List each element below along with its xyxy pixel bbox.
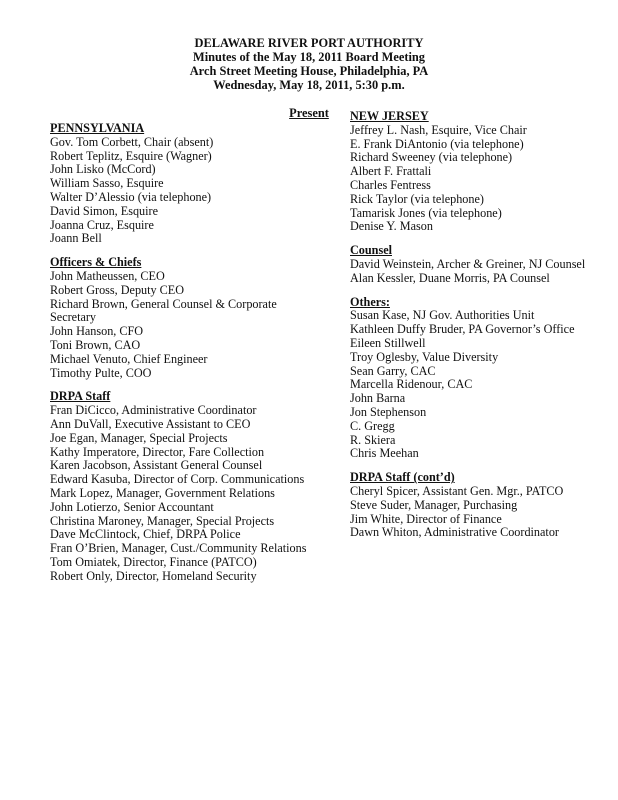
attendee-entry: Jim White, Director of Finance [350,511,502,526]
section-title: DRPA Staff [50,389,111,404]
attendee-entry: Denise Y. Mason [350,219,433,234]
attendee-entry: Walter D’Alessio (via telephone) [50,189,212,204]
meeting-title: Minutes of the May 18, 2011 Board Meeting [193,50,425,64]
attendee-entry: Sean Garry, CAC [350,363,436,378]
attendee-entry: Timothy Pulte, COO [50,365,152,380]
right-column [350,110,600,550]
section-counsel [350,244,600,285]
attendee-entry: Marcella Ridenour, CAC [350,377,473,392]
attendee-entry: David Simon, Esquire [50,203,158,218]
section-title: Others: [350,294,390,309]
attendee-entry: David Weinstein, Archer & Greiner, NJ Counsel [350,256,586,271]
present-heading: Present [289,106,329,120]
attendee-entry: Dave McClintock, Chief, DRPA Police [50,527,241,542]
attendee-entry: Eileen Stillwell [350,335,426,350]
section-title: DRPA Staff (cont’d) [350,470,455,485]
attendee-entry: Edward Kasuba, Director of Corp. Communications [50,472,305,487]
section-drpa-staff-cont-d [350,471,600,540]
left-column [50,122,320,594]
attendee-entry: Joanna Cruz, Esquire [50,217,154,232]
section-new-jersey [350,110,600,234]
attendee-entry: Jeffrey L. Nash, Esquire, Vice Chair [350,122,527,137]
attendee-entry: R. Skiera [350,432,396,447]
attendee-entry: Joe Egan, Manager, Special Projects [50,430,228,445]
attendee-entry: Troy Oglesby, Value Diversity [350,349,499,364]
attendee-entry: Karen Jacobson, Assistant General Counsel [50,458,263,473]
document-header [0,36,618,92]
attendee-entry: Christina Maroney, Manager, Special Projects [50,513,275,528]
attendee-entry: Mark Lopez, Manager, Government Relations [50,485,275,500]
attendee-entry: Albert F. Frattali [350,164,432,179]
attendee-entry: Tom Omiatek, Director, Finance (PATCO) [50,554,257,569]
attendee-entry: Susan Kase, NJ Gov. Authorities Unit [350,308,535,323]
attendee-entry: Gov. Tom Corbett, Chair (absent) [50,134,214,149]
attendee-entry: Rick Taylor (via telephone) [350,191,484,206]
attendee-entry: John Lisko (McCord) [50,162,156,177]
section-pennsylvania [50,122,320,246]
section-title: Counsel [350,243,392,258]
attendee-entry: William Sasso, Esquire [50,176,164,191]
meeting-location: Arch Street Meeting House, Philadelphia, PA [189,64,429,78]
attendee-entry: Robert Gross, Deputy CEO [50,282,185,297]
section-others [350,296,600,462]
attendee-entry: Charles Fentress [350,177,431,192]
attendee-entry: Fran O’Brien, Manager, Cust./Community Relations [50,541,307,556]
attendee-entry: Robert Teplitz, Esquire (Wagner) [50,148,212,163]
section-title: Officers & Chiefs [50,255,142,270]
section-drpa-staff [50,390,320,583]
organization-name: DELAWARE RIVER PORT AUTHORITY [194,36,424,50]
section-title: NEW JERSEY [350,109,429,123]
attendee-entry: Cheryl Spicer, Assistant Gen. Mgr., PATCO [350,483,564,498]
attendee-entry: Fran DiCicco, Administrative Coordinator [50,403,257,418]
attendee-entry: John Matheussen, CEO [50,268,165,283]
attendee-entry: C. Gregg [350,418,395,433]
attendee-entry: Kathy Imperatore, Director, Fare Collection [50,444,265,459]
attendee-entry: Toni Brown, CAO [50,337,141,352]
attendee-entry: E. Frank DiAntonio (via telephone) [350,136,524,151]
attendee-entry: Michael Venuto, Chief Engineer [50,351,208,366]
meeting-datetime: Wednesday, May 18, 2011, 5:30 p.m. [213,78,405,92]
attendee-entry: John Lotierzo, Senior Accountant [50,499,214,514]
attendee-entry: Jon Stephenson [350,404,427,419]
attendee-entry: Richard Brown, General Counsel & Corporate Secretary [50,296,277,325]
attendee-entry: Kathleen Duffy Bruder, PA Governor’s Office [350,322,575,337]
attendee-entry: Chris Meehan [350,446,419,461]
attendee-entry: Dawn Whiton, Administrative Coordinator [350,525,559,540]
attendee-entry: John Barna [350,391,406,406]
section-officers-chiefs [50,256,320,380]
attendee-entry: Robert Only, Director, Homeland Security [50,568,257,583]
attendee-entry: Richard Sweeney (via telephone) [350,150,513,165]
section-title: PENNSYLVANIA [50,121,145,135]
attendee-entry: John Hanson, CFO [50,324,144,339]
attendee-entry: Alan Kessler, Duane Morris, PA Counsel [350,270,550,285]
attendee-entry: Tamarisk Jones (via telephone) [350,205,502,220]
attendee-entry: Ann DuVall, Executive Assistant to CEO [50,416,251,431]
attendee-entry: Steve Suder, Manager, Purchasing [350,497,518,512]
attendee-entry: Joann Bell [50,231,102,246]
